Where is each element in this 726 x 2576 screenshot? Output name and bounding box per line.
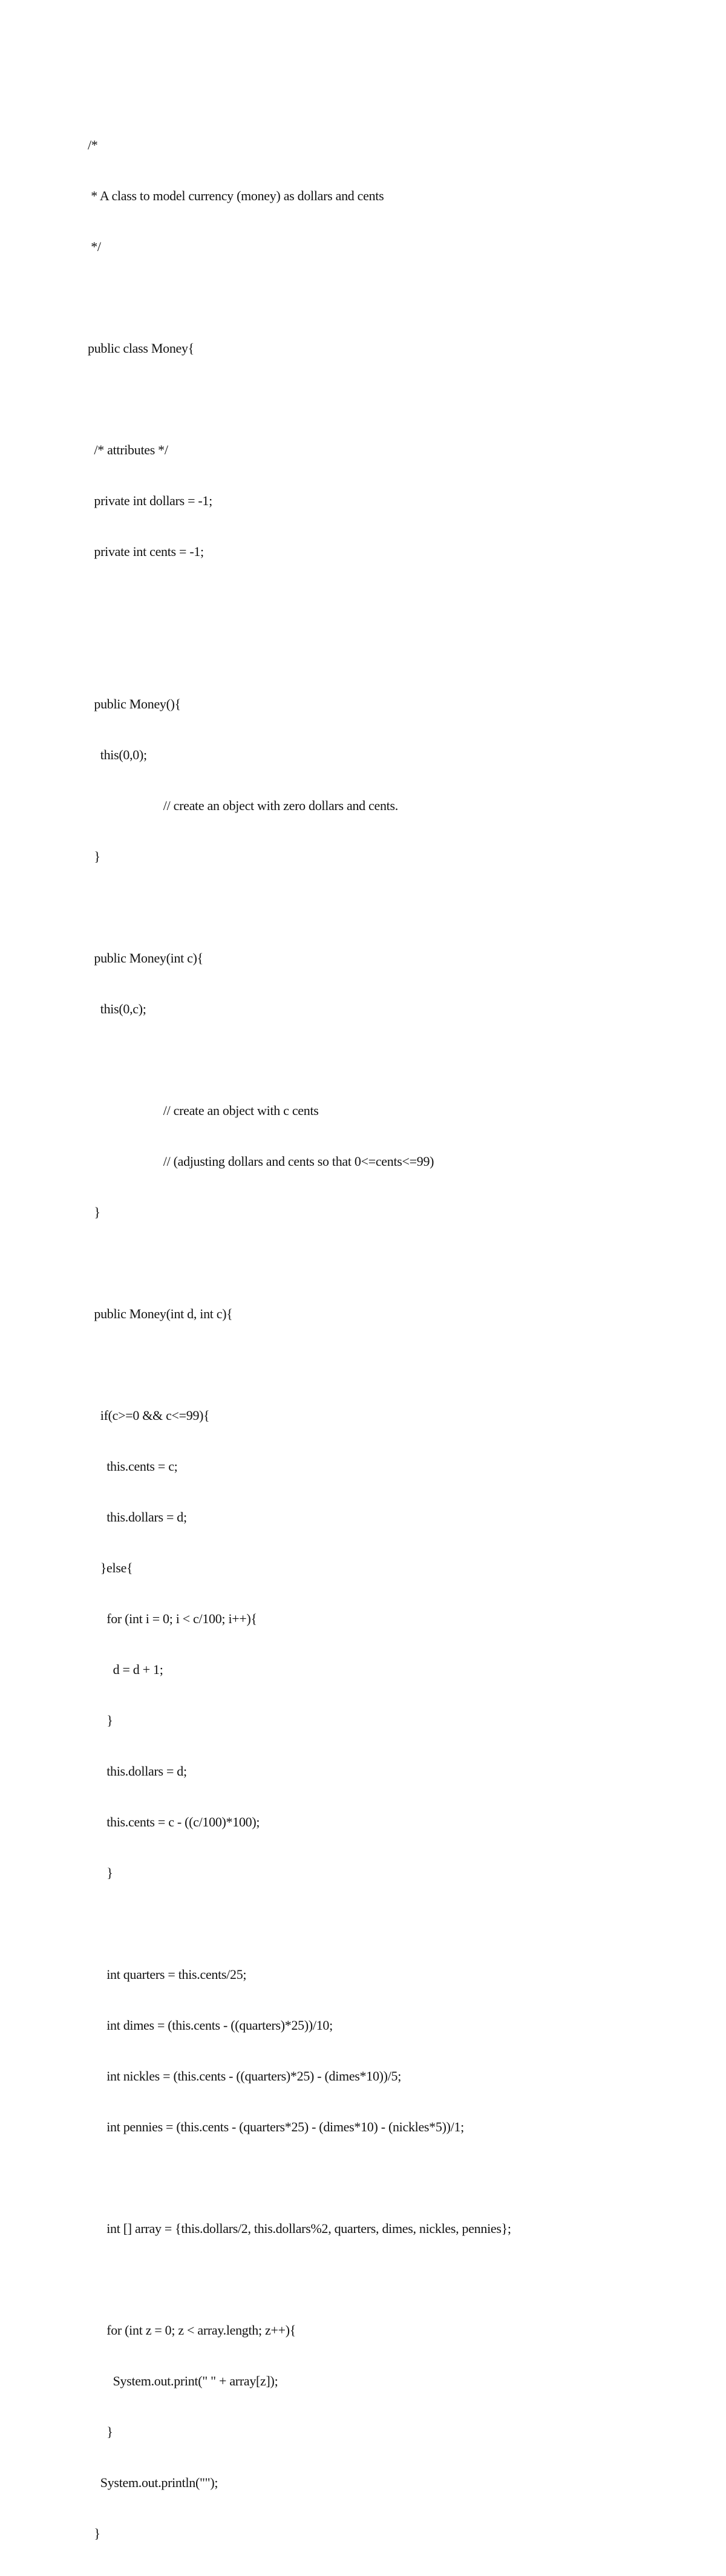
code-line: for (int z = 0; z < array.length; z++){ [88, 2323, 296, 2338]
code-line [88, 645, 693, 662]
code-line [88, 289, 693, 306]
code-line: private int dollars = -1; [88, 493, 212, 508]
code-line: // create an object with zero dollars and cents. [88, 798, 398, 813]
code-line: int quarters = this.cents/25; [88, 1967, 247, 1982]
code-line: System.out.println(""); [88, 2475, 218, 2490]
code-line: public Money(){ [88, 696, 181, 711]
code-line: int pennies = (this.cents - (quarters*25) - (dimes*10) - (nickles*5))/1; [88, 2119, 464, 2134]
code-line: } [88, 849, 100, 864]
code-line [88, 1255, 693, 1272]
code-line [88, 391, 693, 408]
code-line: /* [88, 137, 98, 152]
code-line: this(0,0); [88, 747, 147, 762]
code-line [88, 594, 693, 611]
code-line: this.dollars = d; [88, 1509, 187, 1525]
code-line [88, 899, 693, 916]
code-line: /* attributes */ [88, 442, 168, 457]
code-line: int dimes = (this.cents - ((quarters)*25))/10; [88, 2018, 333, 2033]
code-line: } [88, 1865, 113, 1880]
code-line: int [] array = {this.dollars/2, this.dollars%2, quarters, dimes, nickles, pennies}; [88, 2221, 511, 2236]
code-line: } [88, 2526, 100, 2541]
code-line [88, 1356, 693, 1373]
code-line: public Money(int c){ [88, 950, 203, 966]
code-line: * A class to model currency (money) as dollars and cents [88, 188, 384, 203]
code-line: System.out.print(" " + array[z]); [88, 2373, 278, 2388]
code-line: }else{ [88, 1560, 133, 1575]
code-line: this(0,c); [88, 1001, 146, 1016]
code-line: for (int i = 0; i < c/100; i++){ [88, 1611, 257, 1626]
code-line: int nickles = (this.cents - ((quarters)*25) - (dimes*10))/5; [88, 2068, 402, 2084]
code-line [88, 2169, 693, 2186]
code-line: d = d + 1; [88, 1662, 163, 1677]
code-line: } [88, 1205, 100, 1220]
code-line: */ [88, 239, 101, 254]
code-line: // create an object with c cents [88, 1103, 319, 1118]
code-line: this.dollars = d; [88, 1764, 187, 1779]
code-line: // (adjusting dollars and cents so that 0<=cents<=99) [88, 1154, 434, 1169]
code-line: private int cents = -1; [88, 544, 204, 559]
code-line [88, 1915, 693, 1932]
code-line: this.cents = c - ((c/100)*100); [88, 1814, 260, 1829]
code-line [88, 2271, 693, 2288]
code-line: public Money(int d, int c){ [88, 1306, 233, 1321]
code-line: public class Money{ [88, 341, 194, 356]
code-line: if(c>=0 && c<=99){ [88, 1408, 210, 1423]
code-line: } [88, 2424, 113, 2439]
code-line [88, 1051, 693, 1068]
code-line: } [88, 1713, 113, 1728]
code-line: this.cents = c; [88, 1459, 178, 1474]
code-listing [88, 103, 693, 2576]
